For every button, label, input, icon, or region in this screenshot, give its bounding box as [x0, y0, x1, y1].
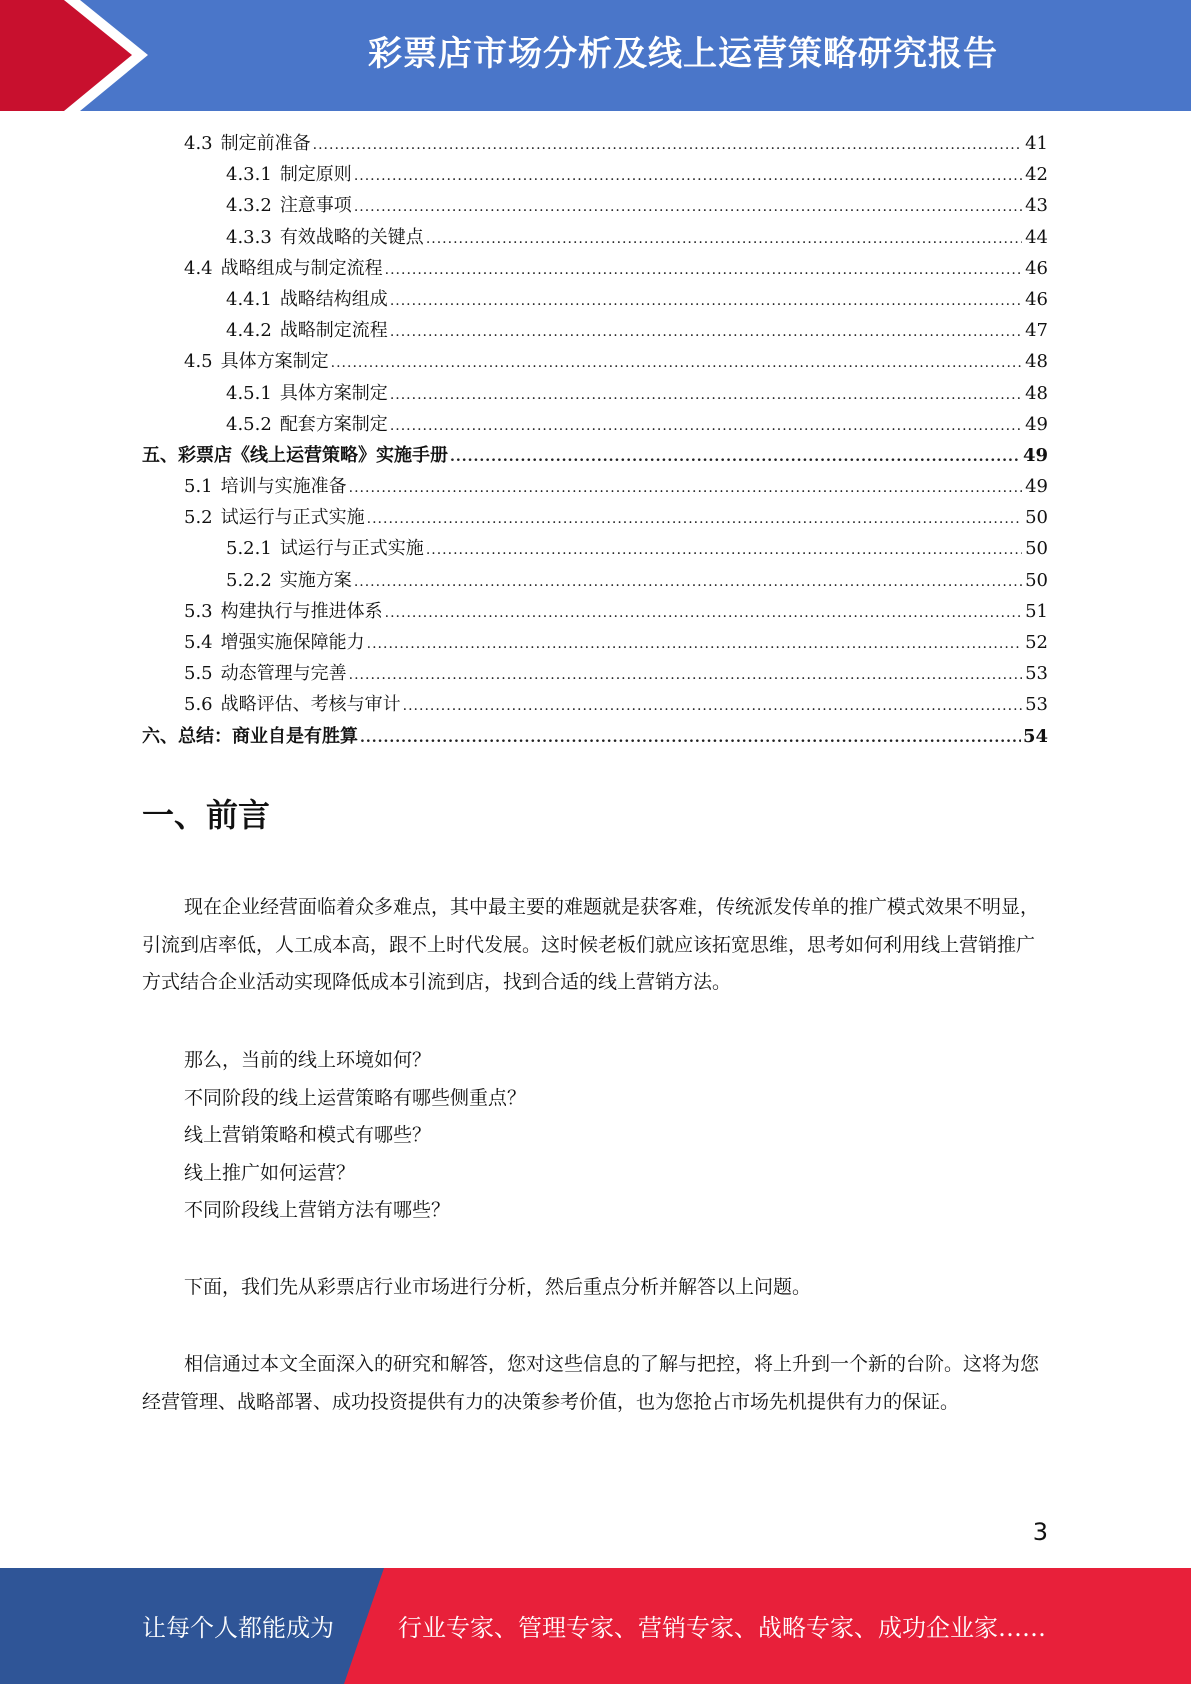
toc-entry[interactable]: [142, 440, 1048, 471]
toc-entry[interactable]: [142, 627, 1048, 658]
toc-entry[interactable]: [142, 409, 1048, 440]
toc-entry[interactable]: [142, 378, 1048, 409]
toc-leader-dots: [450, 442, 1021, 473]
toc-entry-page: 48: [1025, 351, 1048, 373]
intro-paragraph: 现在企业经营面临着众多难点，其中最主要的难题就是获客难，传统派发传单的推广模式效果不明显，引流到店率低，人工成本高，跟不上时代发展。这时候老板们就应该拓宽思维，思考如何利用线上营销推广方式结合企业活动实现降低成本引流到店，找到合适的线上营销方法。: [142, 896, 1040, 994]
toc-leader-dots: [390, 411, 1022, 442]
toc-entry-page: 49: [1025, 476, 1048, 498]
toc-entry-page: 52: [1025, 632, 1048, 653]
toc-leader-dots: [331, 348, 1022, 379]
toc-entry-title: 具体方案制定: [220, 351, 329, 373]
toc-entry-page: 53: [1025, 694, 1048, 716]
toc-entry-page: 50: [1025, 507, 1048, 529]
toc-entry-page: 41: [1025, 133, 1048, 154]
toc-leader-dots: [349, 660, 1022, 691]
analysis-paragraph: 下面，我们先从彩票店行业市场进行分析，然后重点分析并解答以上问题。: [184, 1276, 812, 1298]
toc-entry-number: 5.4: [184, 632, 213, 653]
toc-entry-number: 4.4.2: [226, 320, 272, 342]
toc-leader-dots: [354, 161, 1022, 192]
toc-entry-page: 53: [1025, 663, 1048, 685]
toc-entry-title: 战略制定流程: [279, 320, 388, 342]
section-title: 一、前言: [142, 796, 271, 834]
toc-entry[interactable]: [142, 284, 1048, 315]
toc-entry-page: 49: [1025, 413, 1048, 435]
toc-entry-page: 50: [1025, 569, 1048, 591]
footer-slogan-left: 让每个人都能成为: [142, 1614, 334, 1642]
toc-entry-page: 51: [1025, 600, 1048, 622]
toc-entry-number: 5.1: [184, 476, 213, 498]
toc-entry-title: 注意事项: [279, 195, 352, 217]
toc-entry-title: 配套方案制定: [279, 413, 388, 435]
toc-entry-number: 5.2: [184, 507, 213, 529]
toc-leader-dots: [390, 286, 1022, 317]
toc-entry-title: 制定前准备: [220, 133, 311, 154]
toc-entry-number: 4.3.1: [226, 164, 272, 186]
toc-entry-page: 44: [1025, 226, 1048, 248]
toc-leader-dots: [367, 504, 1022, 535]
toc-leader-dots: [426, 224, 1022, 255]
table-of-contents: [142, 128, 1048, 752]
toc-entry[interactable]: [142, 471, 1048, 502]
toc-entry-page: 54: [1022, 725, 1048, 747]
closing-paragraph: 相信通过本文全面深入的研究和解答，您对这些信息的了解与把控，将上升到一个新的台阶。这将为您经营管理、战略部署、成功投资提供有力的决策参考价值，也为您抢占市场先机提供有力的保证。: [142, 1353, 1040, 1413]
toc-entry-page: 42: [1025, 164, 1048, 186]
toc-leader-dots: [360, 723, 1021, 754]
toc-entry[interactable]: [142, 658, 1048, 689]
toc-entry-page: 48: [1025, 382, 1048, 404]
toc-entry-title: 动态管理与完善: [220, 663, 347, 685]
toc-entry-title: 构建执行与推进体系: [220, 600, 383, 622]
toc-entry-page: 49: [1022, 444, 1048, 466]
toc-entry[interactable]: [142, 596, 1048, 627]
toc-entry-title: 制定原则: [279, 164, 352, 186]
toc-entry[interactable]: [142, 533, 1048, 564]
page-number: 3: [1032, 1518, 1048, 1546]
toc-leader-dots: [426, 535, 1022, 566]
toc-leader-dots: [385, 598, 1022, 629]
toc-entry-title: 实施方案: [279, 569, 352, 591]
toc-entry-title: 试运行与正式实施: [220, 507, 365, 529]
toc-entry[interactable]: [142, 222, 1048, 253]
toc-entry-page: 46: [1025, 257, 1048, 279]
toc-entry-title: 增强实施保障能力: [220, 632, 365, 653]
toc-entry-number: 5.5: [184, 663, 213, 685]
toc-entry[interactable]: [142, 721, 1048, 752]
toc-entry-title: 六、总结：商业自是有胜算: [142, 725, 358, 747]
toc-entry[interactable]: [142, 315, 1048, 346]
question-item: 线上营销策略和模式有哪些？: [184, 1124, 432, 1147]
toc-entry-title: 有效战略的关键点: [279, 226, 424, 248]
toc-leader-dots: [354, 192, 1022, 223]
toc-entry-title: 具体方案制定: [279, 382, 388, 404]
toc-entry-number: 4.5.2: [226, 413, 272, 435]
toc-entry-page: 46: [1025, 288, 1048, 310]
toc-leader-dots: [390, 317, 1022, 348]
question-item: 不同阶段的线上运营策略有哪些侧重点？: [184, 1086, 527, 1109]
question-list: [184, 1042, 526, 1230]
toc-leader-dots: [313, 130, 1022, 161]
footer-banner: [0, 1568, 1191, 1684]
toc-entry[interactable]: [142, 190, 1048, 221]
question-item: 线上推广如何运营？: [184, 1161, 356, 1184]
toc-entry-title: 培训与实施准备: [220, 476, 347, 498]
toc-entry-number: 5.3: [184, 600, 213, 622]
toc-entry[interactable]: [142, 346, 1048, 377]
toc-entry-page: 50: [1025, 538, 1048, 560]
toc-entry[interactable]: [142, 253, 1048, 284]
toc-entry-number: 5.6: [184, 694, 213, 716]
toc-entry-number: 4.3: [184, 133, 213, 154]
toc-entry-title: 战略组成与制定流程: [220, 257, 383, 279]
toc-entry-number: 4.5: [184, 351, 213, 373]
toc-leader-dots: [385, 255, 1022, 286]
toc-entry-number: 5.2.2: [226, 569, 272, 591]
toc-entry-number: 4.3.3: [226, 226, 272, 248]
toc-entry-title: 战略评估、考核与审计: [220, 694, 401, 716]
toc-entry-number: 4.5.1: [226, 382, 272, 404]
toc-leader-dots: [367, 629, 1022, 660]
toc-leader-dots: [354, 567, 1022, 598]
toc-entry[interactable]: [142, 128, 1048, 159]
toc-entry-page: 47: [1025, 320, 1048, 342]
report-title: 彩票店市场分析及线上运营策略研究报告: [368, 34, 998, 74]
toc-entry-number: 5.2.1: [226, 538, 272, 560]
header-banner: [0, 0, 1191, 111]
toc-entry[interactable]: [142, 689, 1048, 720]
footer-slogan-right: 行业专家、管理专家、营销专家、战略专家、成功企业家……: [398, 1614, 1046, 1642]
toc-entry[interactable]: [142, 159, 1048, 190]
toc-entry-number: 4.3.2: [226, 195, 272, 217]
toc-leader-dots: [349, 473, 1022, 504]
toc-entry-number: 4.4: [184, 257, 213, 279]
toc-leader-dots: [403, 691, 1022, 722]
toc-entry-title: 试运行与正式实施: [279, 538, 424, 560]
question-item: 那么，当前的线上环境如何？: [184, 1049, 432, 1071]
toc-entry-number: 4.4.1: [226, 288, 272, 310]
toc-leader-dots: [390, 380, 1022, 411]
toc-entry-page: 43: [1025, 195, 1048, 217]
toc-entry-title: 五、彩票店《线上运营策略》实施手册: [142, 444, 448, 466]
question-item: 不同阶段线上营销方法有哪些？: [184, 1199, 451, 1222]
toc-entry-title: 战略结构组成: [279, 288, 388, 310]
toc-entry[interactable]: [142, 565, 1048, 596]
toc-entry[interactable]: [142, 502, 1048, 533]
